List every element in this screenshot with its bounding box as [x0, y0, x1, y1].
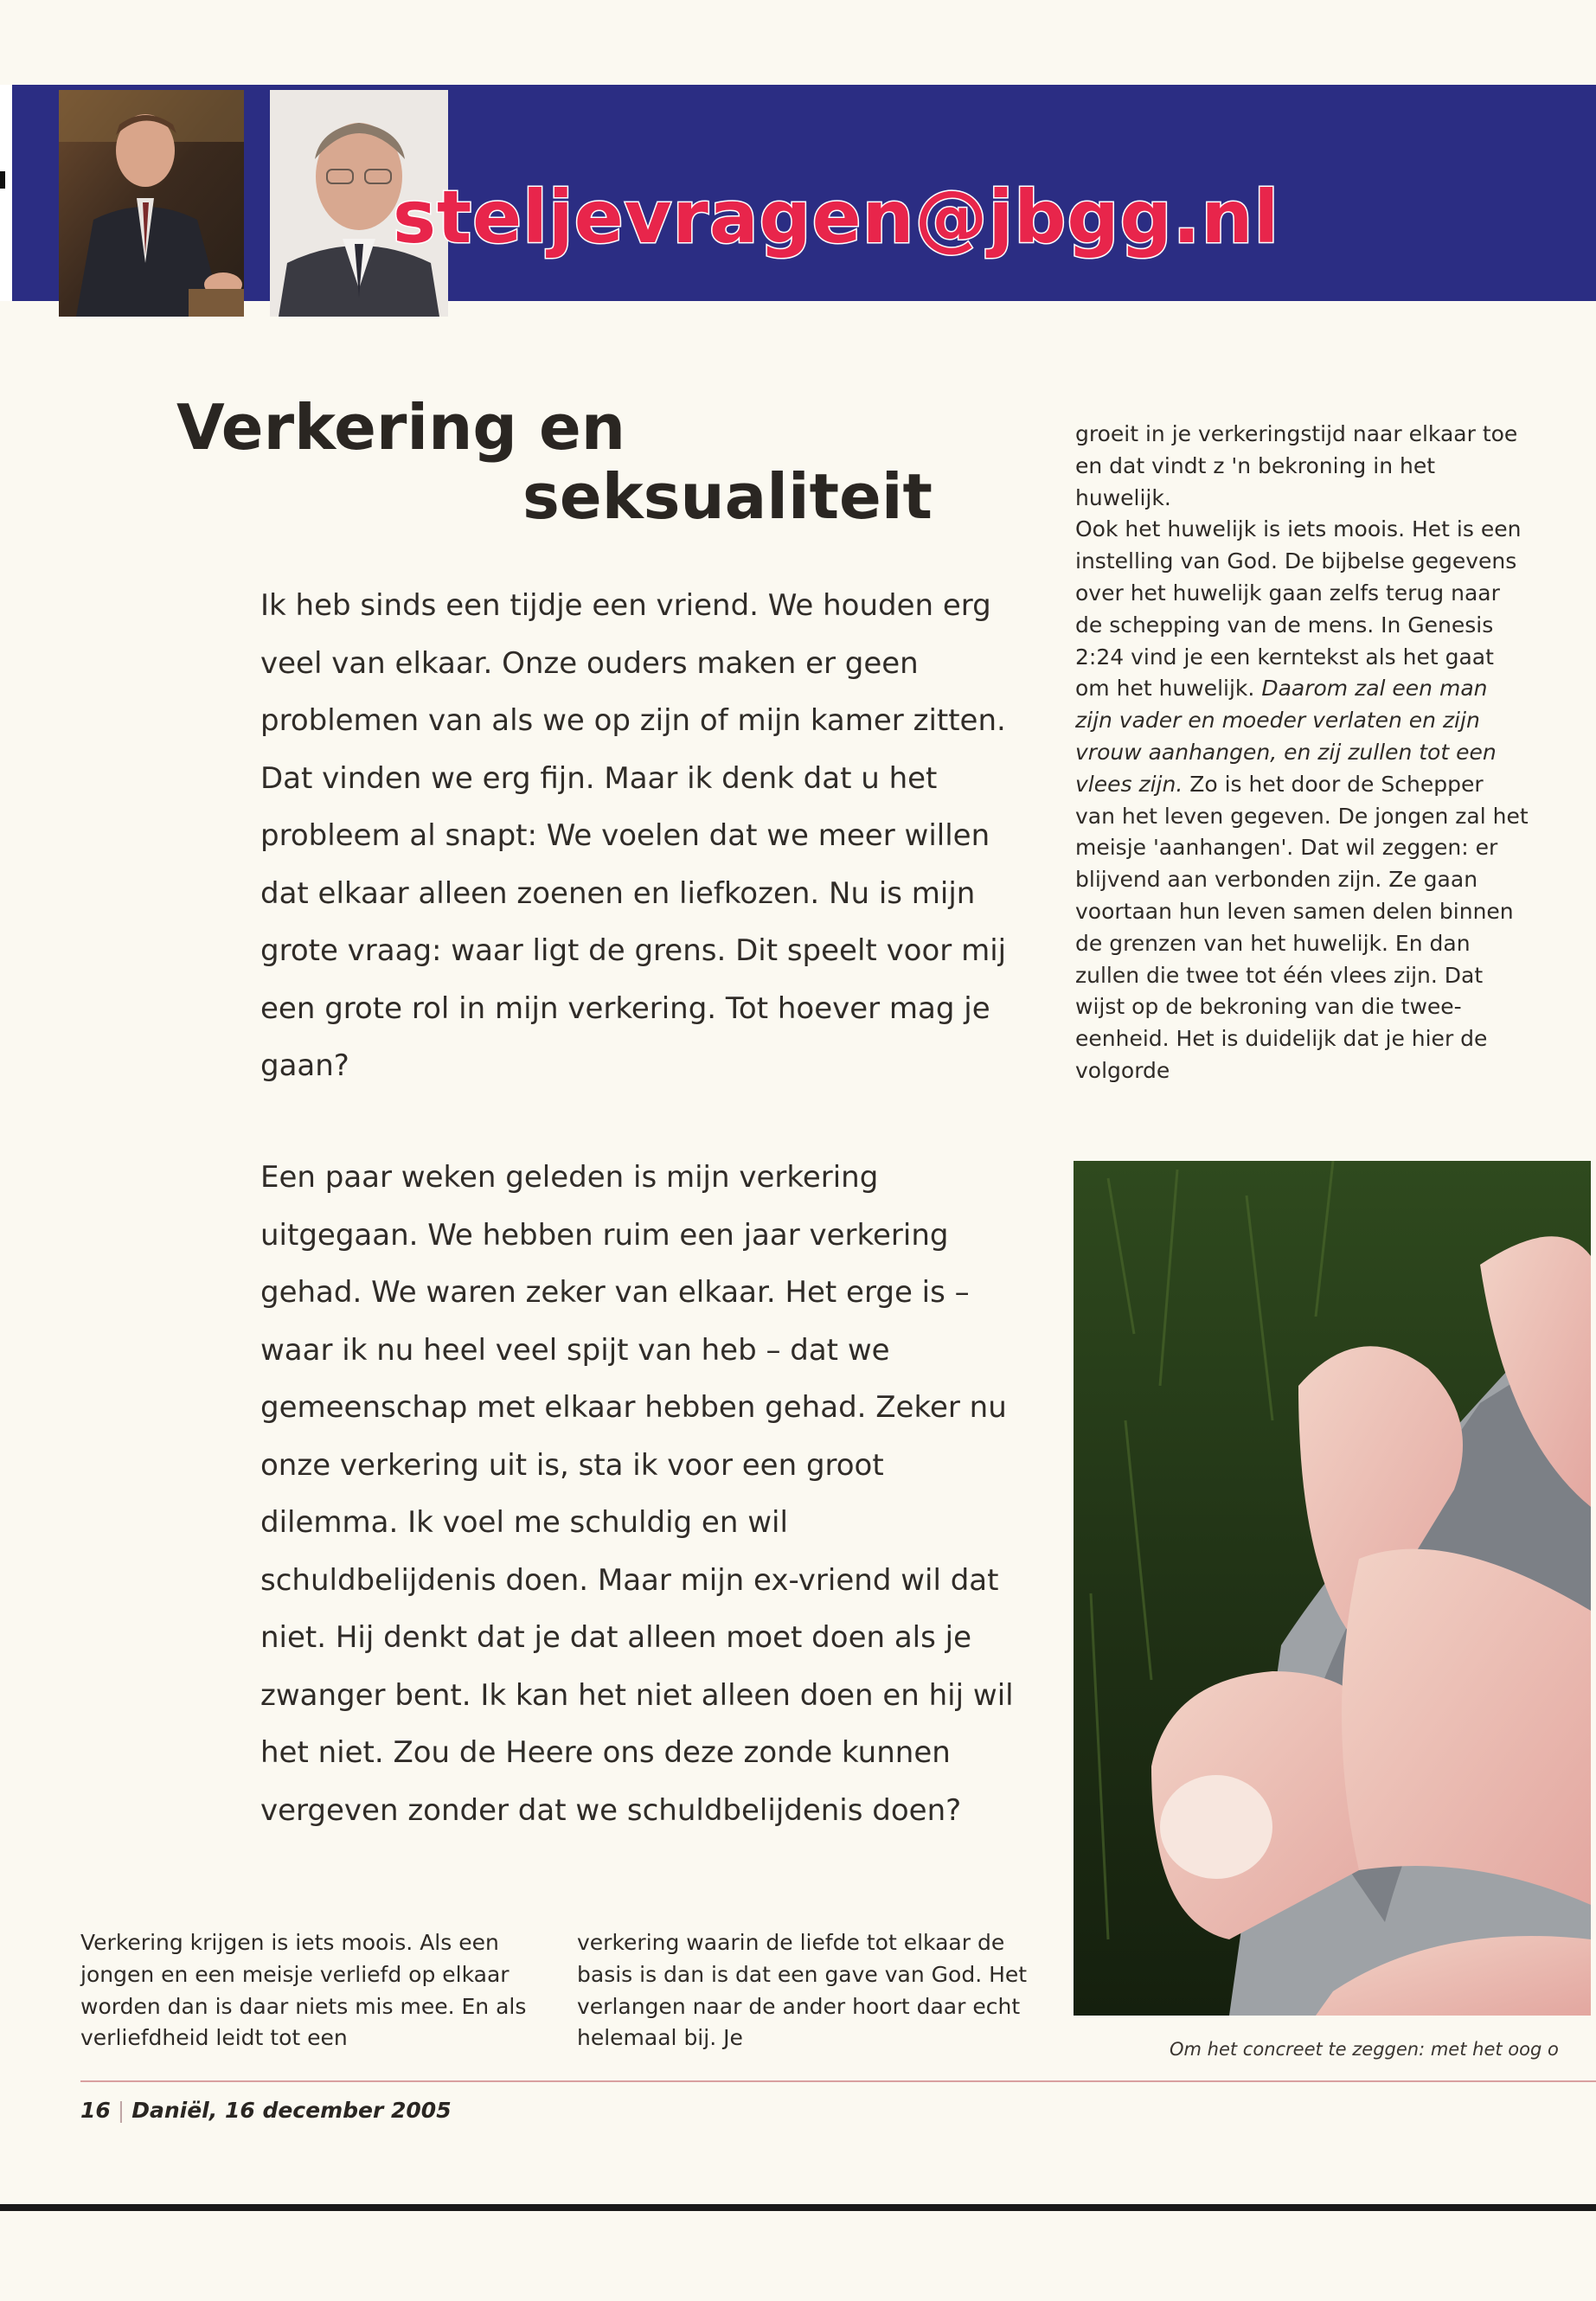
- reader-question-1: Ik heb sinds een tijdje een vriend. We houden erg veel van elkaar. Onze ouders maken er geen problemen van als we op zijn of mijn kamer zitten. Dat vinden we erg fijn. Maar ik denk dat u het probleem al snapt: We voelen dat we meer willen dat elkaar alleen zoenen en liefkozen. Nu is mijn grote vraag: waar ligt de grens. Dit speelt voor mij een grote rol in mijn verkering. Tot hoever mag je gaan?: [260, 588, 1007, 1083]
- article-title-line-1: Verkering en: [176, 391, 626, 464]
- page-number: 16: [80, 2098, 111, 2123]
- answer-right-paragraph-2b: Zo is het door de Schepper van het leven gegeven. De jongen zal het meisje 'aanhangen'. Dat wil zeggen: er blijvend aan verbonden zijn. Ze gaan voortaan hun leven samen delen binnen de grenzen van het huwelijk. En dan zullen die twee tot één vlees zijn. Dat wijst op de bekroning van die twee-eenheid. Het is duidelijk dat je hier de volgorde: [1075, 771, 1529, 1083]
- answer-column-2: verkering waarin de liefde tot elkaar de basis is dan is dat een gave van God. Het verlangen naar de ander hoort daar echt helemaal bij. Je: [577, 1930, 1028, 2051]
- scan-edge-mark: [0, 171, 5, 189]
- speaker-photo: [59, 90, 244, 317]
- bible-quote: Daarom zal een man zijn vader en moeder verlaten en zijn vrouw aanhangen, en zij zullen tot een vlees zijn.: [1075, 676, 1497, 797]
- header-email-address: steljevragen@jbgg.nl: [393, 175, 1280, 260]
- header-left-strip: [0, 85, 12, 301]
- reader-question-2: Een paar weken geleden is mijn verkering uitgegaan. We hebben ruim een jaar verkering gehad. We waren zeker van elkaar. Het erge is – waar ik nu heel veel spijt van heb – dat we gemeenschap met elkaar hebben gehad. Zeker nu onze verkering uit is, sta ik voor een groot dilemma. Ik voel me schuldig en wil schuldbelijdenis doen. Maar mijn ex-vriend wil dat niet. Hij denkt dat je dat alleen moet doen als je zwanger bent. Ik kan het niet alleen doen en hij wil het niet. Zou de Heere ons deze zonde kunnen vergeven zonder dat we schuldbelijdenis doen?: [260, 1160, 1014, 1828]
- answer-right-paragraph-1: groeit in je verkeringstijd naar elkaar toe en dat vindt z 'n bekroning in het huwelijk.: [1075, 421, 1518, 510]
- footer-divider: [80, 2080, 1596, 2082]
- article-title-line-2: seksualiteit: [522, 460, 933, 533]
- answer-column-1: Verkering krijgen is iets moois. Als een jongen en een meisje verliefd op elkaar worden dan is daar niets mis mee. En als verliefdheid leidt tot een: [80, 1930, 527, 2051]
- footer-separator: |: [117, 2098, 125, 2123]
- hands-photo: [1074, 1161, 1591, 2016]
- answer-right-paragraph-2a: Ook het huwelijk is iets moois. Het is een instelling van God. De bijbelse gegevens over het huwelijk gaan zelfs terug naar de schepping van de mens. In Genesis 2:24 vind je een kerntekst als het gaat om het huwelijk.: [1075, 516, 1522, 702]
- answer-right-column: [1075, 419, 1529, 1087]
- photo-caption: Om het concreet te zeggen: met het oog o: [1170, 2039, 1559, 2060]
- page-footer: [80, 2098, 452, 2123]
- magazine-issue: Daniël, 16 december 2005: [131, 2098, 452, 2123]
- bottom-scan-bar: [0, 2204, 1596, 2211]
